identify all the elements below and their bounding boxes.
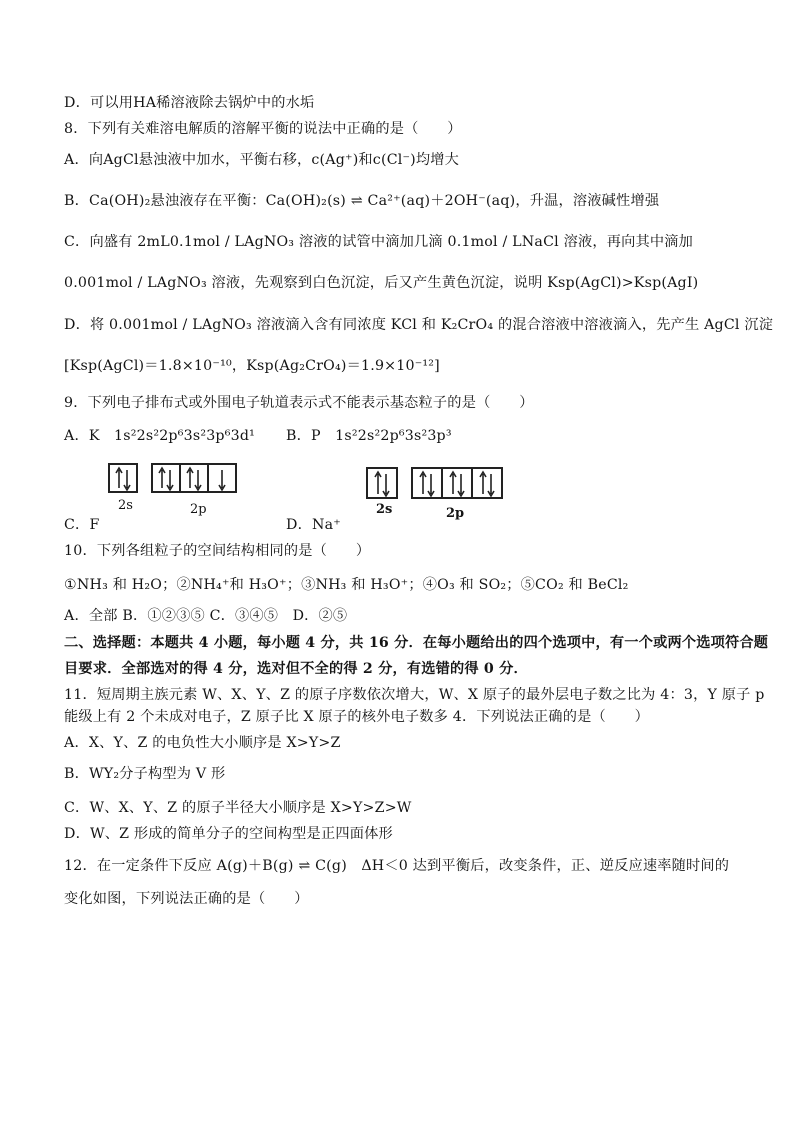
q8-option-c-line2: 0.001mol / LAgNO₃ 溶液，先观察到白色沉淀，后又产生黄色沉淀，说明 Ksp(AgCl)>Ksp(AgI) [64,275,699,291]
orbital-label-2s-left: 2s [118,498,133,513]
q9-stem: 9．下列电子排布式或外围电子轨道表示式不能表示基态粒子的是（ ） [64,395,534,411]
q11-option-c: C．W、X、Y、Z 的原子半径大小顺序是 X>Y>Z>W [64,800,412,816]
orbital-label-2p-left: 2p [190,502,207,517]
q11-option-a: A．X、Y、Z 的电负性大小顺序是 X>Y>Z [64,735,341,751]
q7-option-d: D．可以用HA稀溶液除去锅炉中的水垢 [64,95,315,111]
q11-option-b: B．WY₂分子构型为 V 形 [64,766,226,782]
q10-options: A．全部 B．①②③⑤ C．③④⑤ D．②⑤ [64,608,348,624]
orbital-diagram-f [108,462,248,496]
orbital-label-2s-right: 2s [376,502,393,517]
q11-stem-line2: 能级上有 2 个未成对电子，Z 原子比 X 原子的核外电子数多 4．下列说法正确的是（ ） [64,709,650,725]
section-2-heading-line1: 二、选择题：本题共 4 小题，每小题 4 分，共 16 分．在每小题给出的四个选项中，有一个或两个选项符合题 [64,635,769,651]
q8-option-a: A．向AgCl悬浊液中加水，平衡右移，c(Ag⁺)和c(Cl⁻)均增大 [64,152,460,168]
q9-option-c: C．F [64,517,100,533]
q8-stem: 8．下列有关难溶电解质的溶解平衡的说法中正确的是（ ） [64,121,462,137]
q10-groups: ①NH₃ 和 H₂O；②NH₄⁺和 H₃O⁺；③NH₃ 和 H₃O⁺；④O₃ 和 SO₂；⑤CO₂ 和 BeCl₂ [64,577,629,593]
q11-option-d: D．W、Z 形成的简单分子的空间构型是正四面体形 [64,826,393,842]
orbital-diagram-na-plus [366,466,506,502]
q8-option-c-line1: C．向盛有 2mL0.1mol / LAgNO₃ 溶液的试管中滴加几滴 0.1mol / LNaCl 溶液，再向其中滴加 [64,234,694,250]
q11-stem-line1: 11．短周期主族元素 W、X、Y、Z 的原子序数依次增大，W、X 原子的最外层电子数之比为 4：3，Y 原子 p [64,687,765,703]
q9-option-d: D．Na⁺ [286,517,341,533]
section-2-heading-line2: 目要求．全部选对的得 4 分，选对但不全的得 2 分，有选错的得 0 分． [64,661,528,677]
q12-stem-line1: 12．在一定条件下反应 A(g)＋B(g) ⇌ C(g) ΔH＜0 达到平衡后，改变条件，正、逆反应速率随时间的 [64,858,730,874]
orbital-label-2p-right: 2p [446,506,465,521]
q8-option-d-line1: D．将 0.001mol / LAgNO₃ 溶液滴入含有同浓度 KCl 和 K₂CrO₄ 的混合溶液中溶液滴入，先产生 AgCl 沉淀 [64,317,774,333]
q12-stem-line2: 变化如图，下列说法正确的是（ ） [64,891,309,907]
q10-stem: 10．下列各组粒子的空间结构相同的是（ ） [64,543,371,559]
q9-option-b: B．P 1s²2s²2p⁶3s²3p³ [286,428,452,444]
q8-option-d-line2: [Ksp(AgCl)＝1.8×10⁻¹⁰，Ksp(Ag₂CrO₄)＝1.9×10⁻¹²] [64,358,440,374]
q9-option-a: A．K 1s²2s²2p⁶3s²3p⁶3d¹ [64,428,255,444]
q8-option-b: B．Ca(OH)₂悬浊液存在平衡：Ca(OH)₂(s) ⇌ Ca²⁺(aq)＋2OH⁻(aq)，升温，溶液碱性增强 [64,193,660,209]
